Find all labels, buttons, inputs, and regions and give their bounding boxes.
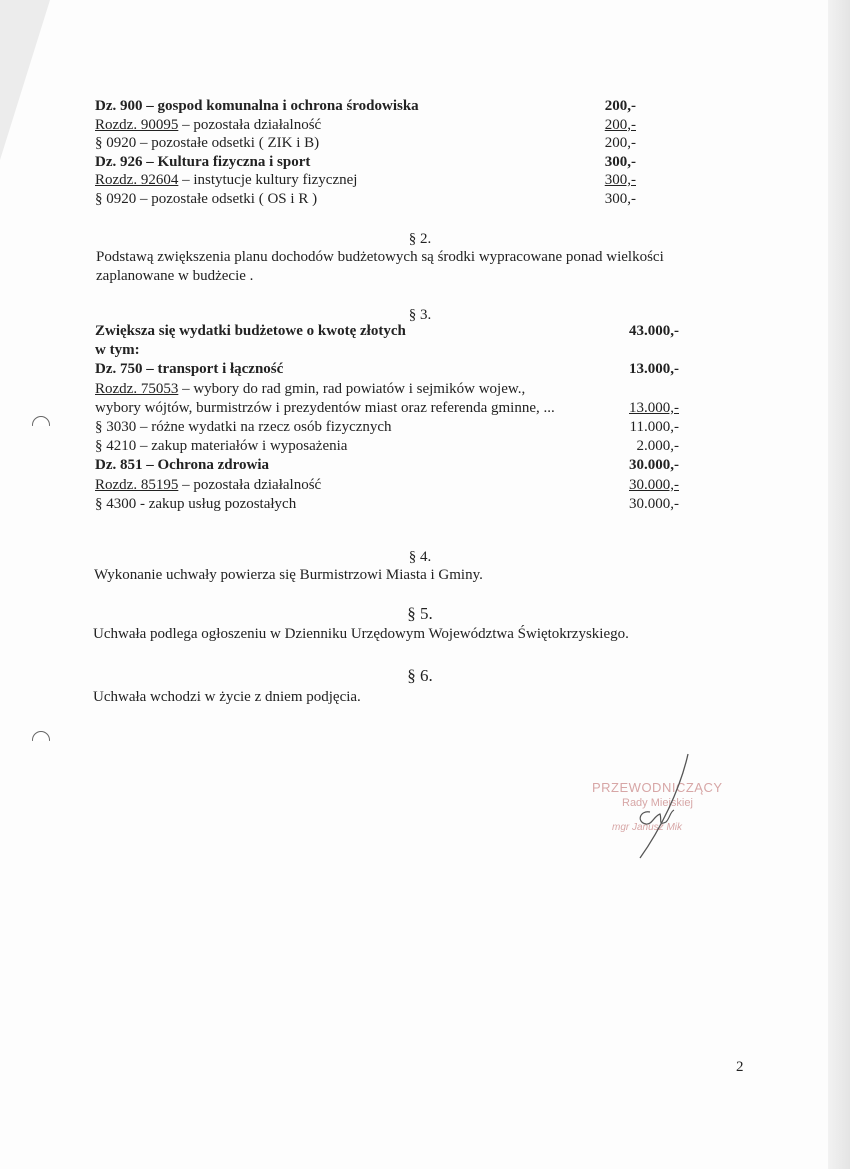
section-4-text: Wykonanie uchwały powierza się Burmistrzowi Miasta i Gminy. (94, 567, 483, 583)
line-amount: 300,- (604, 190, 636, 207)
line-label (95, 116, 321, 134)
line-code: § 4210 – zakup materiałów i wyposażenia (95, 438, 348, 455)
line-code: § 0920 – pozostałe odsetki ( OS i R ) (95, 190, 318, 207)
page-number: 2 (736, 1059, 744, 1075)
line-code: Dz. 750 – transport i łączność (95, 361, 284, 378)
stamp-title: PRZEWODNICZĄCY (592, 780, 723, 795)
line-label (95, 134, 319, 152)
section-2-title: § 2. (408, 231, 432, 247)
line-amount: 13.000,- (629, 361, 679, 378)
line-label (95, 380, 525, 398)
line-code: Rozdz. 92604 (95, 172, 179, 188)
section-2-text-line2: zaplanowane w budżecie . (96, 268, 254, 284)
line-code: Dz. 900 – gospod komunalna i ochrona środowiska (95, 98, 419, 114)
line-description: – instytucje kultury fizycznej (178, 172, 358, 188)
line-amount: 11.000,- (629, 419, 679, 435)
section-4-title: § 4. (408, 549, 432, 565)
section-2-text-line1: Podstawą zwiększenia planu dochodów budżetowych są środki wypracowane ponad wielkości (96, 249, 664, 265)
line-code: Zwiększa się wydatki budżetowe o kwotę złotych (95, 323, 406, 339)
line-code: Rozdz. 85195 (95, 476, 179, 493)
line-label (95, 153, 310, 171)
section-6-text: Uchwała wchodzi w życie z dniem podjęcia. (93, 689, 361, 705)
line-code: wybory wójtów, burmistrzów i prezydentów miast oraz referenda gminne, ... (95, 399, 555, 416)
line-code: Dz. 851 – Ochrona zdrowia (95, 457, 270, 474)
line-label (95, 171, 357, 189)
line-code: § 0920 – pozostałe odsetki ( ZIK i B) (95, 135, 320, 151)
line-label (95, 495, 296, 513)
line-amount: 30.000,- (629, 476, 679, 493)
line-label (95, 97, 419, 115)
line-label (95, 456, 269, 474)
stamp-name: mgr Janusz Mik (612, 822, 683, 833)
line-code: § 3030 – różne wydatki na rzecz osób fizycznych (95, 419, 392, 435)
line-amount: 300,- (604, 172, 636, 188)
punch-hole (32, 416, 50, 434)
section-5-text: Uchwała podlega ogłoszeniu w Dzienniku Urzędowym Województwa Świętokrzyskiego. (93, 626, 629, 642)
line-label (95, 190, 317, 208)
line-label (95, 341, 140, 359)
line-label (95, 399, 555, 417)
scan-corner-shadow (0, 0, 50, 160)
line-description: – pozostała działalność (178, 476, 322, 493)
line-label (95, 437, 347, 455)
line-code: § 4300 - zakup usług pozostałych (95, 495, 297, 512)
signature (600, 750, 710, 860)
line-description: – wybory do rad gmin, rad powiatów i sejmików wojew., (178, 380, 526, 397)
line-amount: 30.000,- (629, 495, 679, 512)
section-6-title: § 6. (407, 666, 433, 685)
section-5-title: § 5. (407, 604, 433, 623)
line-label (95, 476, 321, 494)
section-3-title: § 3. (408, 307, 432, 323)
line-code: Dz. 926 – Kultura fizyczna i sport (95, 153, 311, 170)
line-label (95, 418, 392, 436)
line-description: – pozostała działalność (178, 116, 322, 133)
scan-edge-shadow (828, 0, 850, 1169)
punch-hole (32, 731, 50, 749)
line-amount: 43.000,- (629, 323, 679, 339)
line-amount: 13.000,- (629, 399, 679, 416)
line-amount: 30.000,- (629, 457, 679, 474)
line-amount: 200,- (604, 98, 636, 114)
line-label (95, 322, 406, 340)
line-amount: 300,- (604, 153, 636, 170)
line-amount: 200,- (604, 116, 636, 133)
line-label (95, 360, 283, 378)
line-code: Rozdz. 75053 (95, 380, 179, 397)
line-amount: 200,- (604, 135, 636, 151)
line-code: w tym: (95, 342, 140, 359)
stamp-council: Rady Miejskiej (622, 797, 693, 809)
line-amount: 2.000,- (636, 438, 679, 455)
line-code: Rozdz. 90095 (95, 116, 179, 133)
